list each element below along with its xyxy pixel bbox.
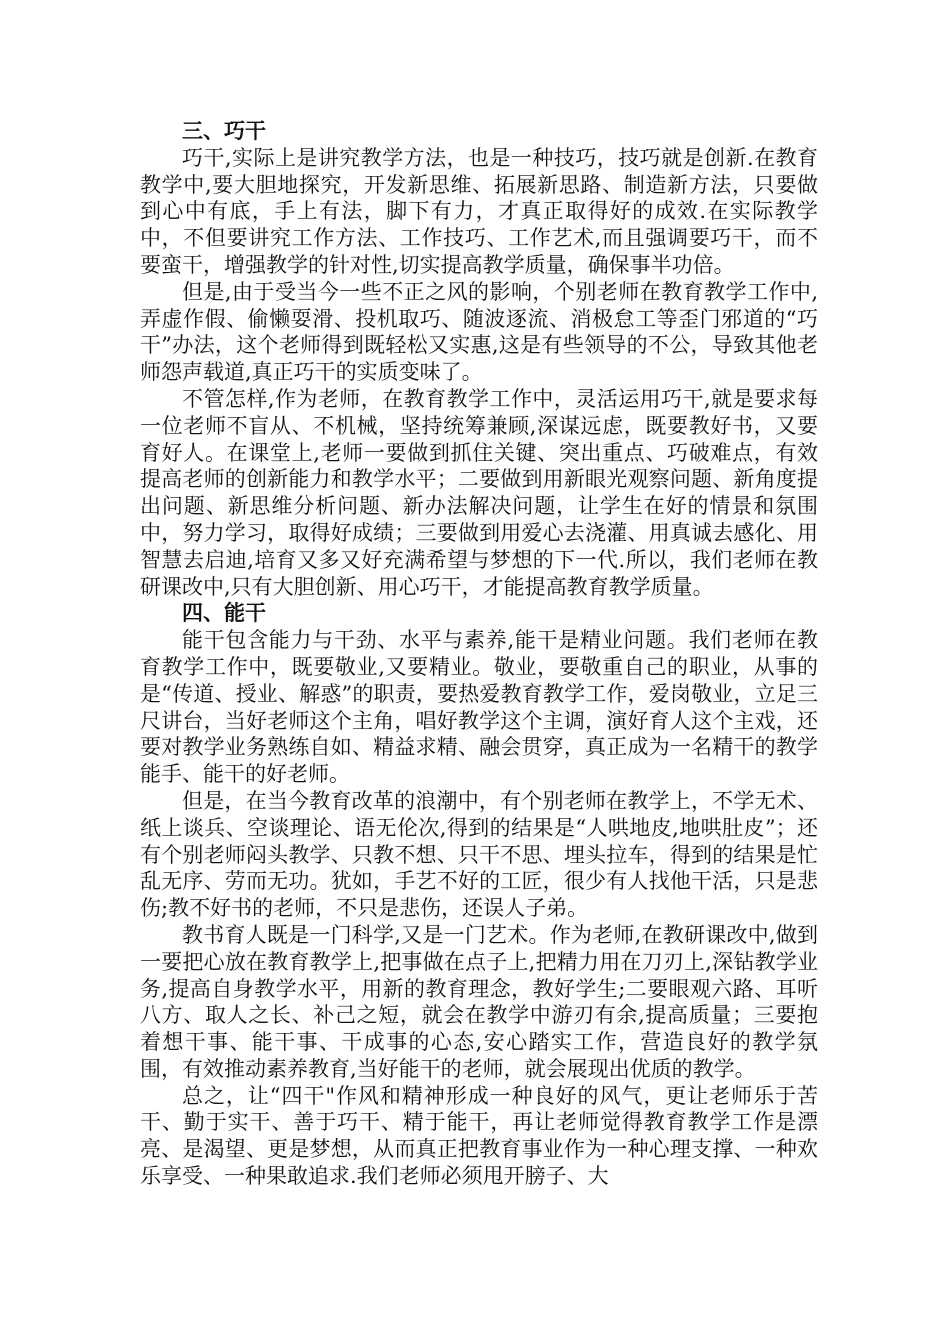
section-qiaogan: [140, 118, 818, 600]
paragraph: 总之，让“四干"作风和精神形成一种良好的风气，更让老师乐于苦干、勤于实干、善于巧干、精于能干，再让老师觉得教育教学工作是漂亮、是渴望、更是梦想，从而真正把教育事业作为一种心理支撑、一种欢乐享受、一种果敢追求.我们老师必须甩开膀子、大: [140, 1083, 818, 1189]
paragraph: 能干包含能力与干劲、水平与素养,能干是精业问题。我们老师在教育教学工作中，既要敬业,又要精业。敬业，要敬重自己的职业，从事的是“传道、授业、解惑”的职责，要热爱教育教学工作，爱岗敬业，立足三尺讲台，当好老师这个主角，唱好教学这个主调，演好育人这个主戏，还要对教学业务熟练自如、精益求精、融会贯穿，真正成为一名精干的教学能手、能干的好老师。: [140, 628, 818, 787]
paragraph: 但是，在当今教育改革的浪潮中，有个别老师在教学上，不学无术、纸上谈兵、空谈理论、语无伦次,得到的结果是“人哄地皮,地哄肚皮”；还有个别老师闷头教学、只教不想、只干不思、埋头拉车，得到的结果是忙乱无序、劳而无功。犹如，手艺不好的工匠，很少有人找他干活，只是悲伤;教不好书的老师，不只是悲伤，还误人子弟。: [140, 788, 818, 921]
paragraph: 但是,由于受当今一些不正之风的影响，个别老师在教育教学工作中,弄虚作假、偷懒耍滑、投机取巧、随波逐流、消极怠工等歪门邪道的“巧干”办法，这个老师得到既轻松又实惠,这是有些领导的不公，导致其他老师怨声载道,真正巧干的实质变味了。: [140, 279, 818, 385]
paragraph: 教书育人既是一门科学,又是一门艺术。作为老师,在教研课改中,做到一要把心放在教育教学上,把事做在点子上,把精力用在刀刃上,深钻教学业务,提高自身教学水平，用新的教育理念，教好学生;二要眼观六路、耳听八方、取人之长、补己之短，就会在教学中游刃有余,提高质量；三要抱着想干事、能干事、干成事的心态,安心踏实工作，营造良好的教学氛围，有效推动素养教育,当好能干的老师，就会展现出优质的教学。: [140, 922, 818, 1081]
section-nenggan: [140, 600, 818, 1190]
document-page: [140, 118, 818, 1190]
section-heading: 三、巧干: [182, 119, 266, 143]
section-heading: 四、能干: [182, 601, 266, 626]
paragraph: 不管怎样,作为老师，在教育教学工作中，灵活运用巧干,就是要求每一位老师不盲从、不机械，坚持统筹兼顾,深谋远虑，既要教好书，又要育好人。在课堂上,老师一要做到抓住关键、突出重点、巧破难点，有效提高老师的创新能力和教学水平；二要做到用新眼光观察问题、新角度提出问题、新思维分析问题、新办法解决问题，让学生在好的情景和氛围中，努力学习，取得好成绩；三要做到用爱心去浇灌、用真诚去感化、用智慧去启迪,培育又多又好充满希望与梦想的下一代.所以，我们老师在教研课改中,只有大胆创新、用心巧干，才能提高教育教学质量。: [140, 386, 818, 599]
paragraph: 巧干,实际上是讲究教学方法，也是一种技巧，技巧就是创新.在教育教学中,要大胆地探究，开发新思维、拓展新思路、制造新方法，只要做到心中有底，手上有法，脚下有力，才真正取得好的成效.在实际教学中，不但要讲究工作方法、工作技巧、工作艺术,而且强调要巧干，而不要蛮干，增强教学的针对性,切实提高教学质量，确保事半功倍。: [140, 145, 818, 277]
